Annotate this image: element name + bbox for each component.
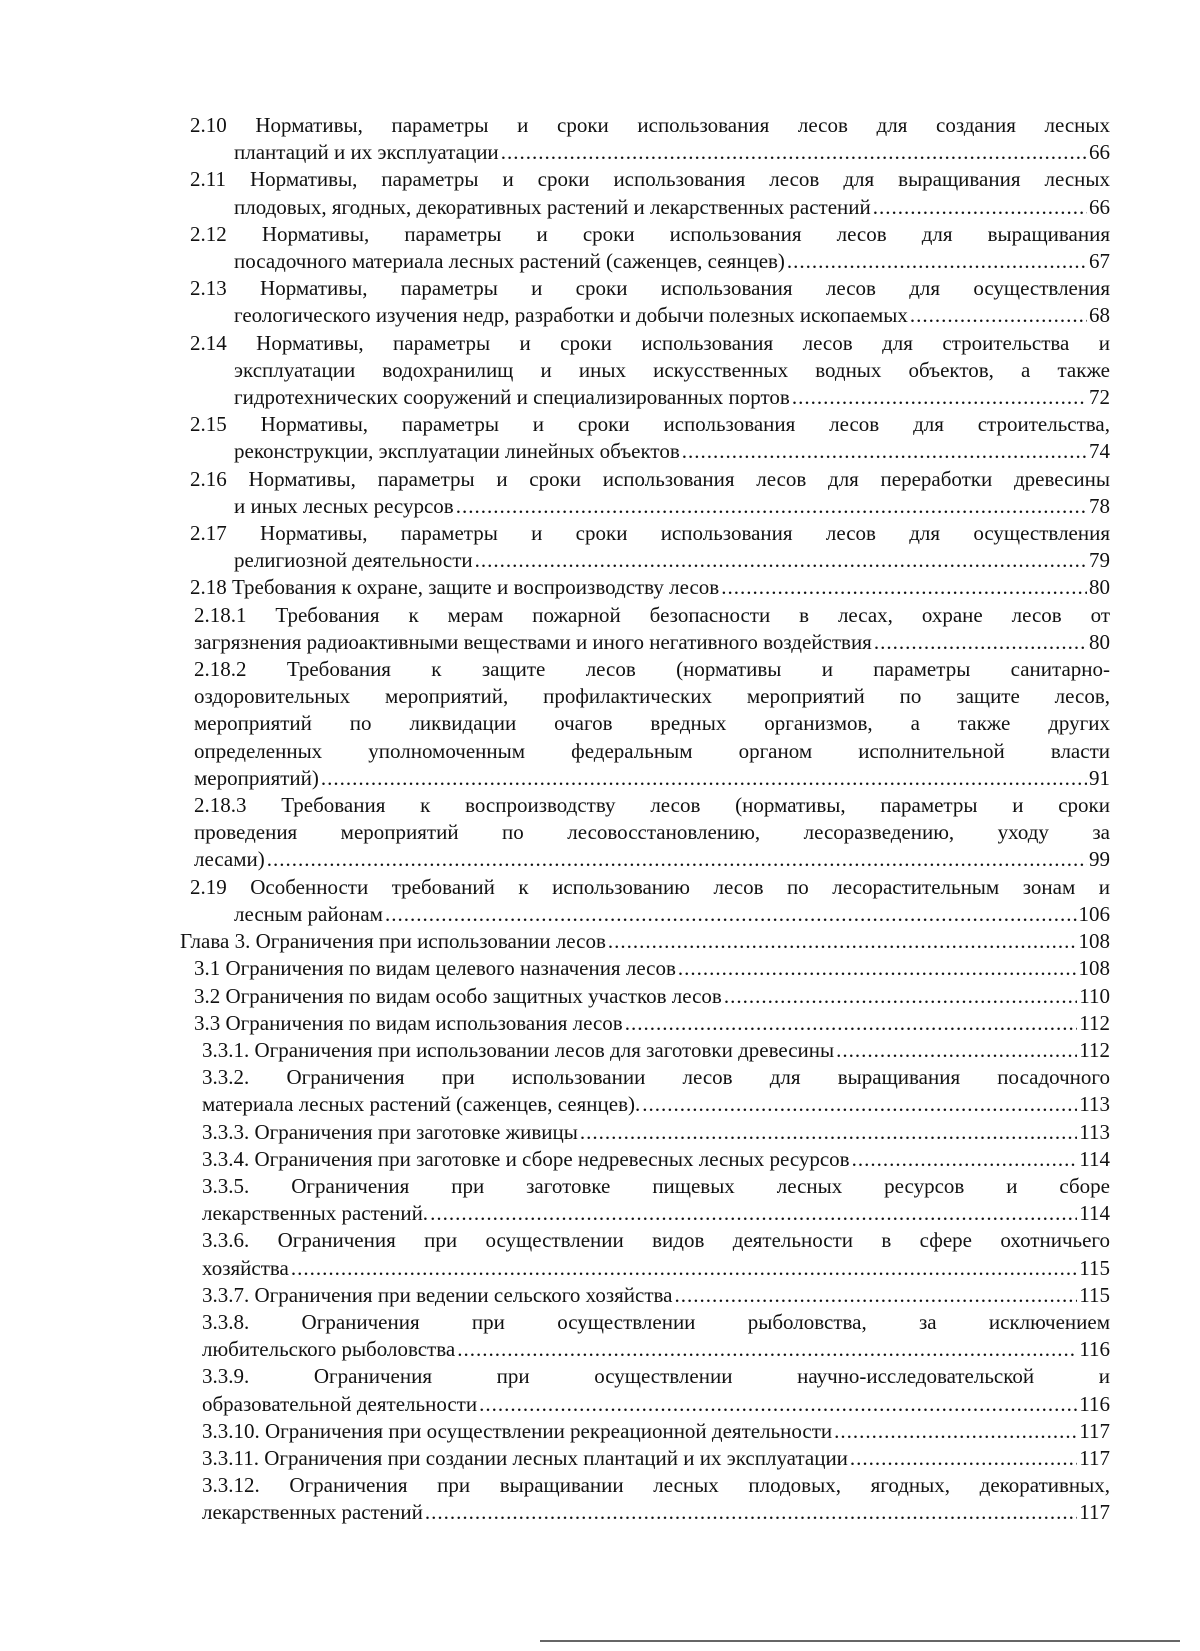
toc-entry-3_3_3[interactable] [202, 1119, 1110, 1146]
dot-leader [625, 1010, 1078, 1037]
dot-leader [787, 248, 1087, 275]
toc-entry-3_3_8[interactable] [202, 1309, 1110, 1363]
toc-entry-3_3[interactable] [194, 1010, 1110, 1037]
toc-entry-title: 3.3.4. Ограничения при заготовке и сборе недревесных лесных ресурсов [202, 1146, 850, 1171]
dot-leader [678, 955, 1077, 982]
dot-leader [674, 1282, 1077, 1309]
dot-leader [430, 1200, 1077, 1227]
toc-entry-line: 2.18.3 Требования к воспроизводству лесов (нормативы, параметры и сроки [194, 793, 1110, 818]
page-number: 68 [1089, 303, 1110, 328]
toc-entry-title: гидротехнических сооружений и специализированных портов [234, 385, 790, 410]
dot-leader [425, 1499, 1077, 1526]
toc-entry-2_14[interactable] [190, 330, 1110, 412]
page-number: 116 [1079, 1391, 1110, 1416]
toc-entry-2_17[interactable] [190, 520, 1110, 574]
toc-entry-title: лесами) [194, 847, 265, 872]
toc-entry-line: проведения мероприятий по лесовосстановлению, лесоразведению, уходу за [194, 820, 1110, 845]
toc-entry-line: 2.12 Нормативы, параметры и сроки использования лесов для выращивания [190, 221, 1110, 246]
dot-leader [321, 765, 1087, 792]
toc-entry-3_3_6[interactable] [202, 1227, 1110, 1281]
dot-leader [642, 1091, 1077, 1118]
toc-entry-2_12[interactable] [190, 221, 1110, 275]
page-number: 66 [1089, 140, 1110, 165]
toc-entry-title: 3.3.11. Ограничения при создании лесных плантаций и их эксплуатации [202, 1445, 848, 1470]
toc-entry-title: религиозной деятельности [234, 548, 473, 573]
page-number: 110 [1079, 983, 1110, 1008]
toc-entry-line: 2.17 Нормативы, параметры и сроки использования лесов для осуществления [190, 521, 1110, 546]
toc-entry-2_15[interactable] [190, 411, 1110, 465]
toc-entry-line: 2.18.2 Требования к защите лесов (нормативы и параметры санитарно- [194, 657, 1110, 682]
toc-entry-2_19[interactable] [190, 874, 1110, 928]
toc-entry-line: 2.15 Нормативы, параметры и сроки использования лесов для строительства, [190, 412, 1110, 437]
dot-leader [874, 629, 1087, 656]
toc-entry-2_11[interactable] [190, 166, 1110, 220]
toc-entry-title: любительского рыболовства [202, 1337, 456, 1362]
toc-entry-line: оздоровительных мероприятий, профилактических мероприятий по защите лесов, [194, 684, 1110, 709]
toc-entry-line: 2.14 Нормативы, параметры и сроки использования лесов для строительства и [190, 330, 1110, 355]
toc-entry-line: определенных уполномоченным федеральным органом исполнительной власти [194, 738, 1110, 763]
toc-entry-line: 3.3.9. Ограничения при осуществлении научно-исследовательской и [202, 1364, 1110, 1389]
toc-entry-2_10[interactable] [190, 112, 1110, 166]
page-number: 115 [1079, 1255, 1110, 1280]
page-number: 117 [1079, 1500, 1110, 1525]
page-number: 114 [1079, 1201, 1110, 1226]
page-number: 113 [1079, 1119, 1110, 1144]
page-number: 115 [1079, 1282, 1110, 1307]
page-number: 80 [1089, 575, 1110, 600]
page-number: 74 [1089, 439, 1110, 464]
toc-entry-title: 3.3.3. Ограничения при заготовке живицы [202, 1119, 578, 1144]
dot-leader [834, 1418, 1077, 1445]
toc-entry-title: геологического изучения недр, разработки и добычи полезных ископаемых [234, 303, 908, 328]
dot-leader [456, 493, 1087, 520]
toc-entry-title: 3.3 Ограничения по видам использования лесов [194, 1010, 623, 1035]
toc-entry-title: лекарственных растений. [202, 1201, 429, 1226]
page-number: 113 [1079, 1092, 1110, 1117]
toc-entry-title: загрязнения радиоактивными веществами и иного негативного воздействия [194, 629, 872, 654]
page-number: 78 [1089, 493, 1110, 518]
toc-entry-3_3_9[interactable] [202, 1363, 1110, 1417]
scan-edge-line [540, 1640, 1180, 1642]
dot-leader [682, 438, 1087, 465]
toc-entry-title: Глава 3. Ограничения при использовании лесов [180, 929, 606, 954]
table-of-contents [180, 112, 1110, 1527]
toc-entry-line: мероприятий по ликвидации очагов вредных организмов, а также других [194, 711, 1110, 736]
toc-entry-title: лесным районам [234, 901, 383, 926]
page-number: 117 [1079, 1445, 1110, 1470]
toc-entry-2_18[interactable] [190, 574, 1110, 601]
toc-entry-line: 2.10 Нормативы, параметры и сроки использования лесов для создания лесных [190, 113, 1110, 137]
dot-leader [475, 547, 1087, 574]
toc-entry-line: 3.3.6. Ограничения при осуществлении видов деятельности в сфере охотничьего [202, 1228, 1110, 1253]
toc-entry-3_3_10[interactable] [202, 1418, 1110, 1445]
toc-entry-title: и иных лесных ресурсов [234, 493, 454, 518]
toc-entry-line: 3.3.5. Ограничения при заготовке пищевых лесных ресурсов и сборе [202, 1173, 1110, 1198]
toc-entry-2_18_2[interactable] [194, 656, 1110, 792]
toc-entry-line: 2.16 Нормативы, параметры и сроки использования лесов для переработки древесины [190, 466, 1110, 491]
toc-entry-line: эксплуатации водохранилищ и иных искусственных водных объектов, а также [234, 357, 1110, 382]
dot-leader [479, 1391, 1077, 1418]
page-number: 114 [1079, 1146, 1110, 1171]
toc-entry-2_13[interactable] [190, 275, 1110, 329]
page-number: 112 [1079, 1010, 1110, 1035]
toc-entry-2_16[interactable] [190, 466, 1110, 520]
page-number: 99 [1089, 847, 1110, 872]
dot-leader [457, 1336, 1077, 1363]
toc-entry-3_3_2[interactable] [202, 1064, 1110, 1118]
dot-leader [850, 1445, 1077, 1472]
page-number: 108 [1078, 929, 1110, 954]
toc-entry-title: хозяйства [202, 1255, 289, 1280]
dot-leader [580, 1119, 1077, 1146]
toc-entry-line: 2.19 Особенности требований к использованию лесов по лесорастительным зонам и [190, 874, 1110, 899]
toc-entry-title: материала лесных растений (саженцев, сеянцев). [202, 1092, 641, 1117]
toc-entry-3_3_1[interactable] [202, 1037, 1110, 1064]
toc-entry-3_3_4[interactable] [202, 1146, 1110, 1173]
page-number: 106 [1078, 901, 1110, 926]
toc-entry-title: лекарственных растений [202, 1500, 423, 1525]
dot-leader [608, 928, 1077, 955]
toc-entry-2_18_1[interactable] [194, 602, 1110, 656]
toc-entry-line: 3.3.12. Ограничения при выращивании лесных плодовых, ягодных, декоративных, [202, 1473, 1110, 1498]
page-number: 66 [1089, 194, 1110, 219]
toc-entry-title: посадочного материала лесных растений (саженцев, сеянцев) [234, 249, 785, 274]
dot-leader [852, 1146, 1078, 1173]
toc-entry-3_3_12[interactable] [202, 1472, 1110, 1526]
toc-entry-ch3[interactable] [180, 928, 1110, 955]
page-number: 112 [1079, 1037, 1110, 1062]
toc-entry-title: реконструкции, эксплуатации линейных объектов [234, 439, 680, 464]
page-number: 117 [1079, 1418, 1110, 1443]
page-number: 80 [1089, 629, 1110, 654]
toc-entry-title: 3.3.7. Ограничения при ведении сельского хозяйства [202, 1282, 673, 1307]
page-number: 67 [1089, 249, 1110, 274]
toc-entry-3_3_11[interactable] [202, 1445, 1110, 1472]
page-number: 91 [1089, 765, 1110, 790]
page-number: 79 [1089, 548, 1110, 573]
toc-entry-title: 3.3.10. Ограничения при осуществлении рекреационной деятельности [202, 1418, 833, 1443]
dot-leader [724, 983, 1077, 1010]
toc-entry-2_18_3[interactable] [194, 792, 1110, 874]
toc-entry-title: образовательной деятельности [202, 1391, 478, 1416]
toc-entry-title: 3.2 Ограничения по видам особо защитных участков лесов [194, 983, 722, 1008]
toc-entry-line: 2.11 Нормативы, параметры и сроки использования лесов для выращивания лесных [190, 167, 1110, 192]
toc-entry-line: 2.18.1 Требования к мерам пожарной безопасности в лесах, охране лесов от [194, 602, 1110, 627]
page-number: 72 [1089, 385, 1110, 410]
dot-leader [836, 1037, 1077, 1064]
toc-entry-line: 3.3.2. Ограничения при использовании лесов для выращивания посадочного [202, 1065, 1110, 1090]
toc-entry-title: плантаций и их эксплуатации [234, 140, 499, 165]
page-number: 116 [1079, 1337, 1110, 1362]
dot-leader [501, 139, 1087, 166]
dot-leader [792, 384, 1087, 411]
dot-leader [873, 194, 1087, 221]
page-number: 108 [1078, 956, 1110, 981]
dot-leader [721, 574, 1087, 601]
toc-entry-title: 3.3.1. Ограничения при использовании лесов для заготовки древесины [202, 1037, 835, 1062]
toc-entry-line: 3.3.8. Ограничения при осуществлении рыболовства, за исключением [202, 1309, 1110, 1334]
toc-entry-3_1[interactable] [194, 955, 1110, 982]
dot-leader [385, 901, 1077, 928]
toc-entry-title: 2.18 Требования к охране, защите и воспроизводству лесов [190, 575, 720, 600]
dot-leader [910, 302, 1087, 329]
toc-entry-title: 3.1 Ограничения по видам целевого назначения лесов [194, 956, 676, 981]
toc-entry-title: плодовых, ягодных, декоративных растений и лекарственных растений [234, 194, 871, 219]
dot-leader [291, 1255, 1077, 1282]
dot-leader [267, 846, 1087, 873]
toc-entry-title: мероприятий) [194, 765, 319, 790]
toc-entry-line: 2.13 Нормативы, параметры и сроки использования лесов для осуществления [190, 276, 1110, 301]
toc-entry-3_3_7[interactable] [202, 1282, 1110, 1309]
toc-entry-3_2[interactable] [194, 983, 1110, 1010]
toc-entry-3_3_5[interactable] [202, 1173, 1110, 1227]
